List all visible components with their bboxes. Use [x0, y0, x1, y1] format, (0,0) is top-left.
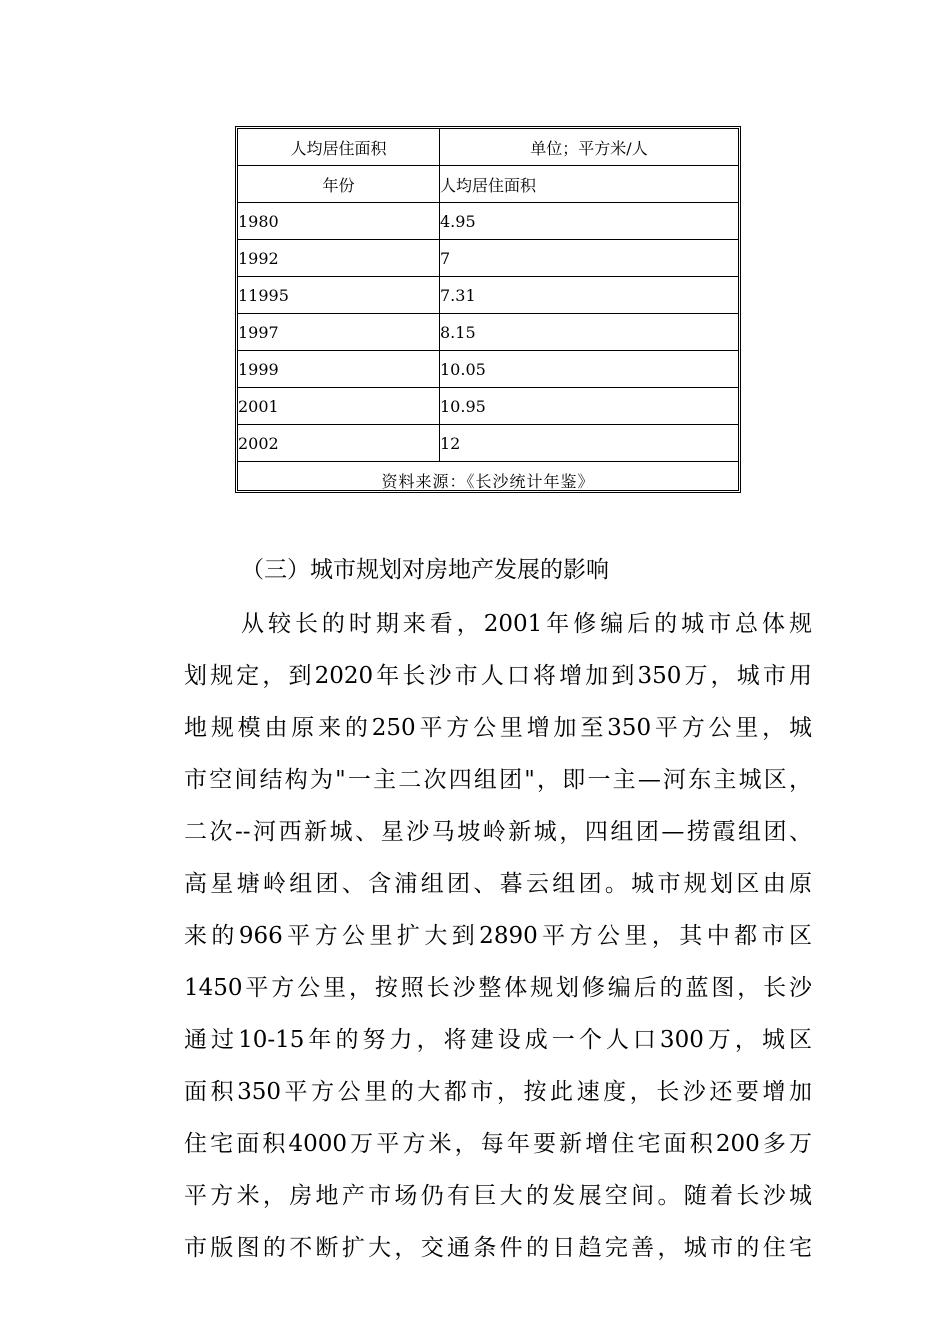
year-cell: 1999 [238, 351, 440, 388]
table-row [238, 277, 738, 314]
column-header-row [238, 166, 738, 203]
year-cell: 1992 [238, 240, 440, 277]
table-row [238, 351, 738, 388]
year-cell: 11995 [238, 277, 440, 314]
paragraph-line: 高星塘岭组团、含浦组团、暮云组团。城市规划区由原 [184, 871, 812, 897]
value-cell: 8.15 [440, 314, 739, 351]
table-row [238, 314, 738, 351]
value-cell: 7 [440, 240, 739, 277]
value-cell: 7.31 [440, 277, 739, 314]
table-row [238, 425, 738, 462]
value-cell: 12 [440, 425, 739, 462]
value-cell: 10.05 [440, 351, 739, 388]
table-header-row [238, 129, 738, 166]
value-column-header: 人均居住面积 [440, 166, 739, 203]
body-paragraph [184, 598, 812, 1274]
paragraph-line: 地规模由原来的250平方公里增加至350平方公里，城 [184, 715, 812, 741]
data-table [238, 129, 738, 498]
year-cell: 1980 [238, 203, 440, 240]
paragraph-line: 二次--河西新城、星沙马坡岭新城，四组团—捞霞组团、 [184, 819, 812, 845]
section-heading: （三）城市规划对房地产发展的影响 [241, 557, 609, 583]
value-cell: 4.95 [440, 203, 739, 240]
paragraph-line: 市版图的不断扩大，交通条件的日趋完善，城市的住宅 [184, 1235, 812, 1261]
paragraph-line: 住宅面积4000万平方米，每年要新增住宅面积200多万 [184, 1131, 812, 1157]
source-row [238, 462, 738, 499]
living-area-table [235, 126, 741, 493]
paragraph-line: 划规定，到2020年长沙市人口将增加到350万，城市用 [184, 663, 812, 689]
paragraph-line: 来的966平方公里扩大到2890平方公里，其中都市区 [184, 923, 812, 949]
table-row [238, 240, 738, 277]
paragraph-line: 市空间结构为"一主二次四组团"，即一主—河东主城区， [184, 767, 812, 793]
table-title-cell: 人均居住面积 [238, 129, 440, 166]
year-cell: 2002 [238, 425, 440, 462]
paragraph-line: 平方米，房地产市场仍有巨大的发展空间。随着长沙城 [184, 1183, 812, 1209]
paragraph-line: 1450平方公里，按照长沙整体规划修编后的蓝图，长沙 [184, 975, 812, 1001]
paragraph-line: 面积350平方公里的大都市，按此速度，长沙还要增加 [184, 1079, 812, 1105]
year-cell: 2001 [238, 388, 440, 425]
year-column-header: 年份 [238, 166, 440, 203]
value-cell: 10.95 [440, 388, 739, 425]
source-note: 资料来源：《长沙统计年鉴》 [238, 462, 738, 499]
table-row [238, 203, 738, 240]
unit-cell: 单位；平方米/人 [440, 129, 739, 166]
year-cell: 1997 [238, 314, 440, 351]
paragraph-line: 通过10-15年的努力，将建设成一个人口300万，城区 [184, 1027, 812, 1053]
table-row [238, 388, 738, 425]
paragraph-line: 从较长的时期来看，2001年修编后的城市总体规 [241, 611, 812, 637]
